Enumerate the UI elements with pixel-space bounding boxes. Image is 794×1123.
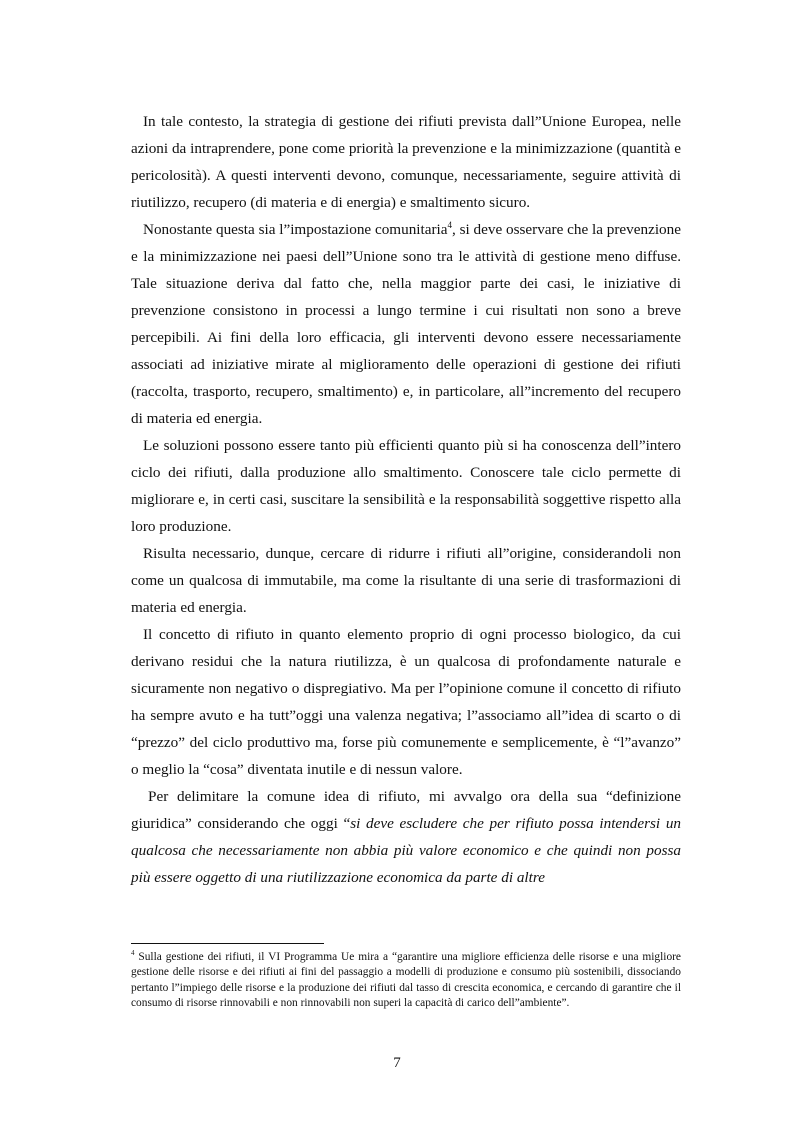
body-text (131, 108, 681, 891)
paragraph-2-start: Nonostante questa sia l”impostazione comunitaria (143, 221, 448, 238)
paragraph-3: Le soluzioni possono essere tanto più efficienti quanto più si ha conoscenza dell”intero ciclo dei rifiuti, dalla produzione allo smaltimento. Conoscere tale ciclo permette di migliorare e, in certi casi, suscitare la sensibilità e la responsabilità soggettive rispetto alla loro produzione. (131, 437, 681, 535)
footnote-text: Sulla gestione dei rifiuti, il VI Programma Ue mira a “garantire una migliore efficienza delle risorse e una migliore gestione delle risorse e dei rifiuti ai fini del passaggio a modelli di produzione e consumo più sostenibili, dissociando pertanto l”impiego delle risorse e la produzione dei rifiuti dal tasso di crescita economica, e cercando di garantire che il consumo di risorse rinnovabili e non rinnovabili non superi la capacità di carico dell”ambiente”. (131, 951, 681, 1009)
footnote-reference[interactable]: 4 (447, 219, 453, 230)
footnote-separator (131, 943, 324, 944)
paragraph-2-rest: , si deve osservare che la prevenzione e la minimizzazione nei paesi dell”Unione sono tra le attività di gestione meno diffuse. Tale situazione deriva dal fatto che, nella maggior parte dei casi, le iniziative di prevenzione consistono in processi a lungo termine i cui risultati non sono a breve percepibili. Ai fini della loro efficacia, gli interventi devono essere necessariamente associati ad iniziative mirate al miglioramento delle operazioni di gestione dei rifiuti (raccolta, trasporto, recupero, smaltimento) e, in particolare, all”incremento del recupero di materia ed energia. (131, 221, 681, 427)
footnote (131, 950, 681, 1011)
page-number: 7 (393, 1055, 401, 1071)
legal-quotation: si deve escludere che per rifiuto possa intendersi un qualcosa che necessariamente non abbia più valore economico e che quindi non possa più essere oggetto di una riutilizzazione economica da parte di altre (131, 815, 682, 886)
paragraph-4: Risulta necessario, dunque, cercare di ridurre i rifiuti all”origine, considerandoli non come un qualcosa di immutabile, ma come la risultante di una serie di trasformazioni di materia ed energia. (131, 545, 681, 616)
paragraph-1: In tale contesto, la strategia di gestione dei rifiuti prevista dall”Unione Europea, nelle azioni da intraprendere, pone come priorità la prevenzione e la minimizzazione (quantità e pericolosità). A questi interventi devono, comunque, necessariamente, seguire attività di riutilizzo, recupero (di materia e di energia) e smaltimento sicuro. (131, 113, 681, 211)
paragraph-6 (131, 783, 681, 891)
paragraph-5: Il concetto di rifiuto in quanto elemento proprio di ogni processo biologico, da cui derivano residui che la natura riutilizza, è un qualcosa di profondamente naturale e sicuramente non negativo o dispregiativo. Ma per l”opinione comune il concetto di rifiuto ha sempre avuto e ha tutt”oggi una valenza negativa; l”associamo all”idea di scarto o di “prezzo” del ciclo produttivo ma, forse più comunemente e semplicemente, è “l”avanzo” o meglio la “cosa” diventata inutile e di nessun valore. (131, 626, 681, 778)
paragraph-6-start: Per delimitare la comune idea di rifiuto, mi avvalgo ora della sua “definizione giuridica” considerando che oggi “ (131, 788, 681, 832)
paragraph-2 (131, 216, 681, 432)
footnote-number: 4 (131, 949, 135, 958)
